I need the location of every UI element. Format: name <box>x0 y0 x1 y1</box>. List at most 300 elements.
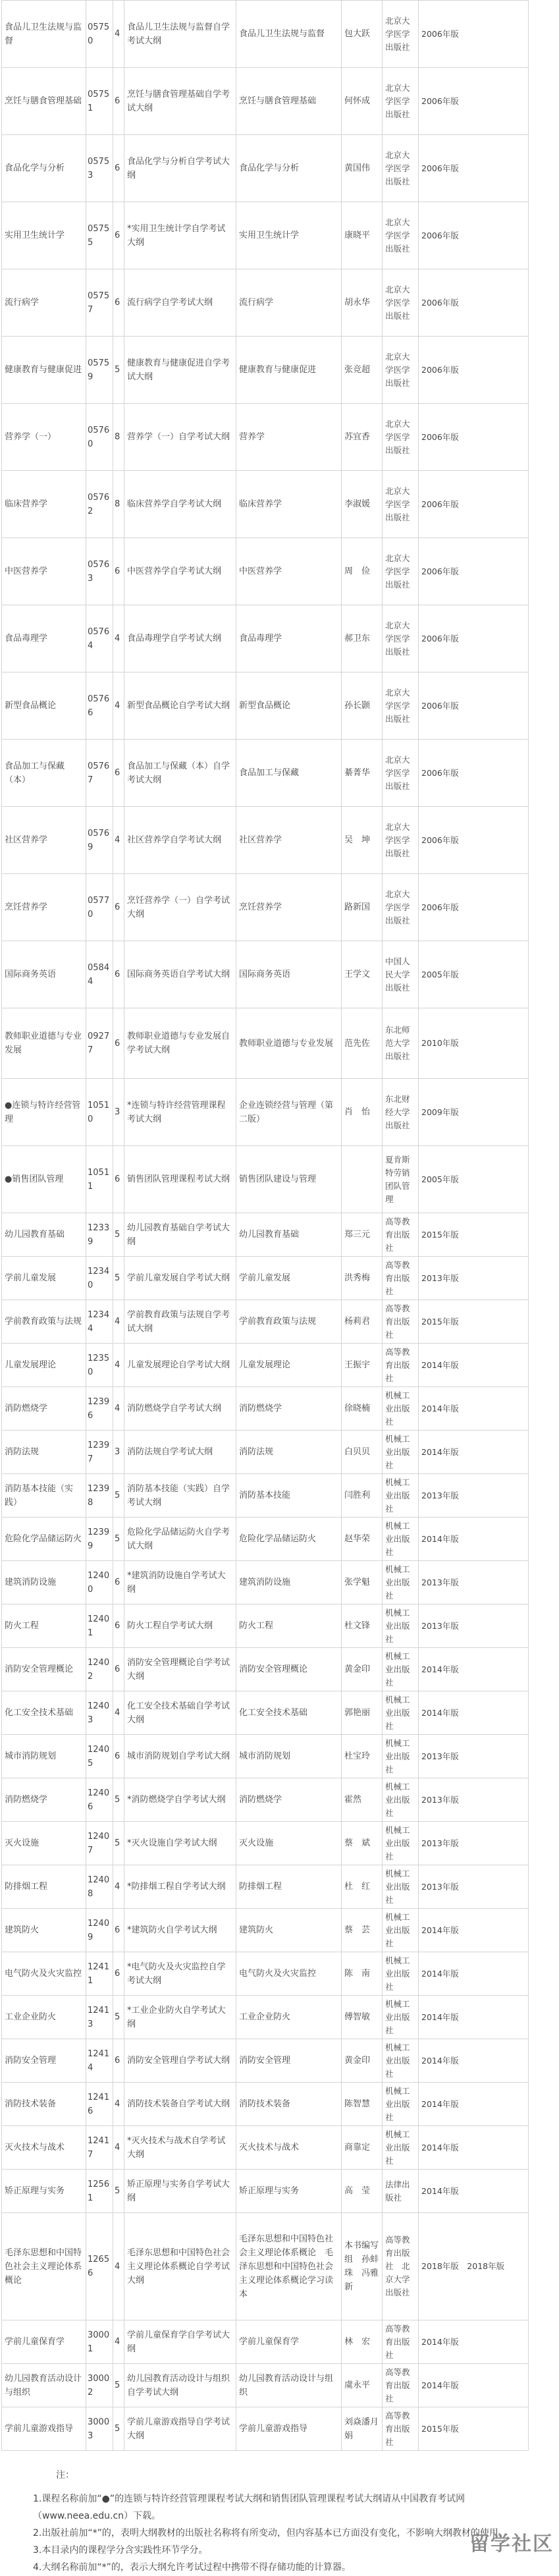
author-cell: 杜宝玲 <box>342 1735 383 1778</box>
publisher-cell: 机械工业出版社 <box>383 1996 419 2039</box>
textbook-cell: 企业连锁经营与管理（第二版） <box>236 1079 342 1146</box>
publisher-cell: 机械工业出版社 <box>383 1909 419 1952</box>
course-name-cell: 幼儿园教育基础 <box>2 1213 86 1257</box>
author-cell: 蔡 芸 <box>342 1909 383 1952</box>
publisher-cell: 机械工业出版社 <box>383 1648 419 1691</box>
publisher-cell: 机械工业出版社 <box>383 2039 419 2083</box>
notes-label: 注： <box>56 2470 74 2480</box>
course-name-cell: 建筑消防设施 <box>2 1561 86 1604</box>
author-cell <box>342 1146 383 1213</box>
publisher-cell: 北京大学医学出版社 <box>383 202 419 269</box>
edition-cell: 2006年版 <box>419 807 529 874</box>
textbook-cell: 消防燃烧学 <box>236 1778 342 1822</box>
table-row <box>2 135 529 202</box>
author-cell: 虞永平 <box>342 2364 383 2407</box>
credit-cell: 5 <box>113 1822 124 1865</box>
outline-cell: 毛泽东思想和中国特色社会主义理论体系概论自学考试大纲 <box>124 2213 236 2320</box>
course-code-cell: 05764 <box>86 605 113 672</box>
publisher-cell: 高等教育出版社 <box>383 1344 419 1387</box>
edition-cell: 2006年版 <box>419 874 529 941</box>
outline-cell: 消防安全管理自学考试大纲 <box>124 2039 236 2083</box>
publisher-cell: 北京大学医学出版社 <box>383 807 419 874</box>
edition-cell: 2006年版 <box>419 605 529 672</box>
author-cell: 赵华荣 <box>342 1518 383 1561</box>
table-row <box>2 605 529 672</box>
course-name-cell: ●销售团队管理 <box>2 1146 86 1213</box>
edition-cell: 2014年版 <box>419 1344 529 1387</box>
course-code-cell: 05757 <box>86 269 113 337</box>
credit-cell: 5 <box>113 2407 124 2451</box>
author-cell: 陈 南 <box>342 1952 383 1996</box>
publisher-cell: 中国人民大学出版社 <box>383 941 419 1008</box>
edition-cell: 2014年版 <box>419 1952 529 1996</box>
table-row <box>2 1387 529 1431</box>
course-name-cell: 矫正原理与实务 <box>2 2170 86 2213</box>
publisher-cell: 北京大学医学出版社 <box>383 1 419 68</box>
edition-cell: 2018年版 2018年版 <box>419 2213 529 2320</box>
course-code-cell: 12416 <box>86 2083 113 2126</box>
course-code-cell: 05762 <box>86 471 113 538</box>
course-code-cell: 12411 <box>86 1952 113 1996</box>
textbook-cell: 食品儿卫生法规与监督 <box>236 1 342 68</box>
author-cell: 康晓平 <box>342 202 383 269</box>
publisher-cell: 高等教育出版社 <box>383 1300 419 1344</box>
outline-cell: 消防燃烧学自学考试大纲 <box>124 1387 236 1431</box>
textbook-cell: 化工安全技术基础 <box>236 1691 342 1735</box>
table-row <box>2 1344 529 1387</box>
credit-cell: 6 <box>113 1561 124 1604</box>
author-cell: 周 俭 <box>342 538 383 605</box>
table-row <box>2 404 529 471</box>
textbook-cell: 矫正原理与实务 <box>236 2170 342 2213</box>
textbook-cell: 烹饪营养学 <box>236 874 342 941</box>
site-watermark-logo: 留学社区 <box>469 2533 554 2556</box>
publisher-cell: 北京大学医学出版社 <box>383 68 419 135</box>
course-name-cell: 健康教育与健康促进 <box>2 337 86 404</box>
table-row <box>2 874 529 941</box>
credit-cell: 5 <box>113 2170 124 2213</box>
outline-cell: 食品毒理学自学考试大纲 <box>124 605 236 672</box>
textbook-cell: 健康教育与健康促进 <box>236 337 342 404</box>
edition-cell: 2014年版 <box>419 2170 529 2213</box>
course-code-cell: 10511 <box>86 1146 113 1213</box>
credit-cell: 6 <box>113 941 124 1008</box>
author-cell: 何怀成 <box>342 68 383 135</box>
author-cell: 杜 红 <box>342 1865 383 1909</box>
credit-cell: 4 <box>113 2320 124 2364</box>
author-cell: 陈智慧 <box>342 2083 383 2126</box>
author-cell: 王振宇 <box>342 1344 383 1387</box>
publisher-cell: 法律出版社 <box>383 2170 419 2213</box>
course-code-cell: 30001 <box>86 2320 113 2364</box>
edition-cell: 2014年版 <box>419 2039 529 2083</box>
table-row <box>2 1213 529 1257</box>
textbook-cell: 教师职业道德与专业发展 <box>236 1008 342 1079</box>
table-row <box>2 1257 529 1300</box>
author-cell: 傅智敏 <box>342 1996 383 2039</box>
textbook-cell: 烹饪与膳食管理基础 <box>236 68 342 135</box>
outline-cell: 幼儿园教育活动设计与组织自学考试大纲 <box>124 2364 236 2407</box>
course-name-cell: 学前教育政策与法规 <box>2 1300 86 1344</box>
publisher-cell: 夏肯斯特劳销团队管理 <box>383 1146 419 1213</box>
credit-cell: 4 <box>113 1691 124 1735</box>
outline-cell: 危险化学品储运防火自学考试大纲 <box>124 1518 236 1561</box>
course-name-cell: 毛泽东思想和中国特色社会主义理论体系概论 <box>2 2213 86 2320</box>
note-1: 1.课程名称前加“●”的连锁与特许经营管理课程考试大纲和销售团队管理课程考试大纲请从中国教育考试网（www.neea.edu.cn）下载。 <box>33 2494 466 2521</box>
course-name-cell: ●连锁与特许经营管理 <box>2 1079 86 1146</box>
course-name-cell: 教师职业道德与专业发展 <box>2 1008 86 1079</box>
credit-cell: 4 <box>113 2126 124 2170</box>
table-row <box>2 941 529 1008</box>
publisher-cell: 机械工业出版社 <box>383 1735 419 1778</box>
outline-cell: 儿童发展理论自学考试大纲 <box>124 1344 236 1387</box>
publisher-cell: 北京大学医学出版社 <box>383 269 419 337</box>
outline-cell: 社区营养学自学考试大纲 <box>124 807 236 874</box>
course-code-cell: 05770 <box>86 874 113 941</box>
course-name-cell: 新型食品概论 <box>2 672 86 740</box>
edition-cell: 2014年版 <box>419 2320 529 2364</box>
outline-cell: 新型食品概论自学考试大纲 <box>124 672 236 740</box>
outline-cell: 学前教育政策与法规自学考试大纲 <box>124 1300 236 1344</box>
table-row <box>2 740 529 807</box>
author-cell: 白贝贝 <box>342 1431 383 1474</box>
author-cell: 霍然 <box>342 1778 383 1822</box>
credit-cell: 4 <box>113 1865 124 1909</box>
course-code-cell: 12403 <box>86 1691 113 1735</box>
outline-cell: *连锁与特许经营管理课程考试大纲 <box>124 1079 236 1146</box>
course-name-cell: 城市消防规划 <box>2 1735 86 1778</box>
author-cell: 包大跃 <box>342 1 383 68</box>
edition-cell: 2013年版 <box>419 1778 529 1822</box>
course-name-cell: 食品化学与分析 <box>2 135 86 202</box>
table-row <box>2 672 529 740</box>
textbook-cell: 学前儿童保育学 <box>236 2320 342 2364</box>
course-code-cell: 12561 <box>86 2170 113 2213</box>
credit-cell: 5 <box>113 337 124 404</box>
table-row <box>2 1146 529 1213</box>
textbook-cell: 临床营养学 <box>236 471 342 538</box>
credit-cell: 4 <box>113 672 124 740</box>
textbook-cell: 销售团队建设与管理 <box>236 1146 342 1213</box>
course-name-cell: 学前儿童游戏指导 <box>2 2407 86 2451</box>
publisher-cell: 机械工业出版社 <box>383 1691 419 1735</box>
outline-cell: 学前儿童游戏指导自学考试大纲 <box>124 2407 236 2451</box>
textbook-cell: 实用卫生统计学 <box>236 202 342 269</box>
table-row <box>2 471 529 538</box>
textbook-cell: 幼儿园教育活动设计与组织 <box>236 2364 342 2407</box>
credit-cell: 4 <box>113 2083 124 2126</box>
table-row <box>2 1778 529 1822</box>
edition-cell: 2013年版 <box>419 1257 529 1300</box>
outline-cell: 烹饪与膳食管理基础自学考试大纲 <box>124 68 236 135</box>
credit-cell: 4 <box>113 1 124 68</box>
course-code-cell: 05751 <box>86 68 113 135</box>
edition-cell: 2014年版 <box>419 1648 529 1691</box>
author-cell: 高 莹 <box>342 2170 383 2213</box>
edition-cell: 2005年版 <box>419 1146 529 1213</box>
edition-cell: 2013年版 <box>419 1561 529 1604</box>
course-code-cell: 05769 <box>86 807 113 874</box>
publisher-cell: 机械工业出版社 <box>383 1822 419 1865</box>
course-code-cell: 12399 <box>86 1518 113 1561</box>
course-code-cell: 12414 <box>86 2039 113 2083</box>
outline-cell: 流行病学自学考试大纲 <box>124 269 236 337</box>
textbook-cell: 幼儿园教育基础 <box>236 1213 342 1257</box>
table-row <box>2 2083 529 2126</box>
table-row <box>2 1431 529 1474</box>
course-code-cell: 12339 <box>86 1213 113 1257</box>
author-cell: 苏宜香 <box>342 404 383 471</box>
course-name-cell: 消防法规 <box>2 1431 86 1474</box>
publisher-cell: 东北师范大学出版社 <box>383 1008 419 1079</box>
credit-cell: 4 <box>113 1387 124 1431</box>
course-name-cell: 防火工程 <box>2 1604 86 1648</box>
course-name-cell: 灭火设施 <box>2 1822 86 1865</box>
course-code-cell: 05755 <box>86 202 113 269</box>
textbook-cell: 毛泽东思想和中国特色社会主义理论体系概论 毛泽东思想和中国特色社会主义理论体系概论学习读本 <box>236 2213 342 2320</box>
course-code-cell: 12656 <box>86 2213 113 2320</box>
course-code-cell: 05750 <box>86 1 113 68</box>
course-code-cell: 12344 <box>86 1300 113 1344</box>
author-cell: 张学魁 <box>342 1561 383 1604</box>
author-cell: 洪秀梅 <box>342 1257 383 1300</box>
textbook-cell: 社区营养学 <box>236 807 342 874</box>
course-code-cell: 10510 <box>86 1079 113 1146</box>
outline-cell: 学前儿童发展自学考试大纲 <box>124 1257 236 1300</box>
course-code-cell: 30002 <box>86 2364 113 2407</box>
author-cell: 林 宏 <box>342 2320 383 2364</box>
course-name-cell: 社区营养学 <box>2 807 86 874</box>
textbook-cell: 消防技术装备 <box>236 2083 342 2126</box>
course-code-cell: 05753 <box>86 135 113 202</box>
edition-cell: 2015年版 <box>419 1213 529 1257</box>
textbook-cell: 防排烟工程 <box>236 1865 342 1909</box>
publisher-cell: 机械工业出版社 <box>383 1474 419 1518</box>
credit-cell: 6 <box>113 269 124 337</box>
edition-cell: 2010年版 <box>419 1008 529 1079</box>
course-name-cell: 消防燃烧学 <box>2 1778 86 1822</box>
credit-cell: 4 <box>113 807 124 874</box>
credit-cell: 4 <box>113 1300 124 1344</box>
credit-cell: 6 <box>113 2039 124 2083</box>
table-row <box>2 807 529 874</box>
outline-cell: 化工安全技术基础自学考试大纲 <box>124 1691 236 1735</box>
table-row <box>2 2039 529 2083</box>
author-cell: 杜文锋 <box>342 1604 383 1648</box>
edition-cell: 2014年版 <box>419 1691 529 1735</box>
table-row <box>2 2320 529 2364</box>
course-name-cell: 实用卫生统计学 <box>2 202 86 269</box>
publisher-cell: 北京大学医学出版社 <box>383 135 419 202</box>
course-name-cell: 食品毒理学 <box>2 605 86 672</box>
table-row <box>2 1008 529 1079</box>
author-cell: 黄国伟 <box>342 135 383 202</box>
credit-cell: 6 <box>113 1008 124 1079</box>
author-cell: 黄金印 <box>342 2039 383 2083</box>
course-code-cell: 12407 <box>86 1822 113 1865</box>
outline-cell: *防排烟工程自学考试大纲 <box>124 1865 236 1909</box>
credit-cell: 6 <box>113 1909 124 1952</box>
course-code-cell: 12398 <box>86 1474 113 1518</box>
edition-cell: 2013年版 <box>419 1474 529 1518</box>
note-2: 2.出版社前加“*”的，表明大纲教材的出版社名称将有所变动，但内容基本已方面没有变化，不影响大纲教材的使用。 <box>33 2528 508 2538</box>
author-cell: 郝卫东 <box>342 605 383 672</box>
table-row <box>2 1079 529 1146</box>
outline-cell: 食品化学与分析自学考试大纲 <box>124 135 236 202</box>
outline-cell: 烹饪营养学（一）自学考试大纲 <box>124 874 236 941</box>
table-row <box>2 337 529 404</box>
textbook-cell: 食品化学与分析 <box>236 135 342 202</box>
table-row <box>2 1909 529 1952</box>
edition-cell: 2013年版 <box>419 1735 529 1778</box>
author-cell: 肖 怡 <box>342 1079 383 1146</box>
edition-cell: 2006年版 <box>419 135 529 202</box>
course-code-cell: 05763 <box>86 538 113 605</box>
textbook-cell: 儿童发展理论 <box>236 1344 342 1387</box>
outline-cell: *工业企业防火自学考试大纲 <box>124 1996 236 2039</box>
outline-cell: 临床营养学自学考试大纲 <box>124 471 236 538</box>
author-cell: 綦菁华 <box>342 740 383 807</box>
course-name-cell: 幼儿园教育活动设计与组织 <box>2 2364 86 2407</box>
table-row <box>2 2213 529 2320</box>
publisher-cell: 高等教育出版社 北京大学出版社 <box>383 2213 419 2320</box>
publisher-cell: 高等教育出版社 <box>383 2320 419 2364</box>
course-code-cell: 12402 <box>86 1648 113 1691</box>
publisher-cell: 高等教育出版社 <box>383 2364 419 2407</box>
notes-section <box>0 2467 559 2576</box>
edition-cell: 2013年版 <box>419 1822 529 1865</box>
course-name-cell: 儿童发展理论 <box>2 1344 86 1387</box>
author-cell: 黄金印 <box>342 1648 383 1691</box>
textbook-cell: 消防安全管理 <box>236 2039 342 2083</box>
credit-cell: 6 <box>113 1735 124 1778</box>
textbook-cell: 灭火技术与战术 <box>236 2126 342 2170</box>
edition-cell: 2009年版 <box>419 1079 529 1146</box>
table-row <box>2 538 529 605</box>
credit-cell: 6 <box>113 874 124 941</box>
textbook-cell: 消防燃烧学 <box>236 1387 342 1431</box>
textbook-table <box>1 0 529 2451</box>
publisher-cell: 北京大学医学出版社 <box>383 471 419 538</box>
table-row <box>2 1474 529 1518</box>
credit-cell: 6 <box>113 1604 124 1648</box>
edition-cell: 2014年版 <box>419 1996 529 2039</box>
textbook-cell: 中医营养学 <box>236 538 342 605</box>
course-code-cell: 12340 <box>86 1257 113 1300</box>
author-cell: 本书编写组 孙蚌珠 冯雅新 <box>342 2213 383 2320</box>
table-row <box>2 1561 529 1604</box>
textbook-cell: 消防安全管理概论 <box>236 1648 342 1691</box>
course-code-cell: 05767 <box>86 740 113 807</box>
course-code-cell: 12400 <box>86 1561 113 1604</box>
edition-cell: 2014年版 <box>419 1518 529 1561</box>
table-row <box>2 1 529 68</box>
outline-cell: *灭火技术与战术自学考试大纲 <box>124 2126 236 2170</box>
publisher-cell: 机械工业出版社 <box>383 2126 419 2170</box>
note-3: 3.本目录内的课程学分含实践性环节学分。 <box>33 2545 208 2556</box>
author-cell: 路新国 <box>342 874 383 941</box>
edition-cell: 2014年版 <box>419 2364 529 2407</box>
credit-cell: 4 <box>113 2213 124 2320</box>
table-row <box>2 1996 529 2039</box>
course-code-cell: 05844 <box>86 941 113 1008</box>
textbook-cell: 建筑消防设施 <box>236 1561 342 1604</box>
credit-cell: 6 <box>113 68 124 135</box>
author-cell: 王学文 <box>342 941 383 1008</box>
publisher-cell: 北京大学医学出版社 <box>383 740 419 807</box>
course-name-cell: 营养学（一） <box>2 404 86 471</box>
publisher-cell: 北京大学医学出版社 <box>383 404 419 471</box>
credit-cell: 4 <box>113 605 124 672</box>
course-name-cell: 工业企业防火 <box>2 1996 86 2039</box>
table-row <box>2 2364 529 2407</box>
credit-cell: 5 <box>113 1996 124 2039</box>
outline-cell: *建筑防火自学考试大纲 <box>124 1909 236 1952</box>
course-name-cell: 烹饪与膳食管理基础 <box>2 68 86 135</box>
publisher-cell: 机械工业出版社 <box>383 1952 419 1996</box>
course-name-cell: 危险化学品储运防火 <box>2 1518 86 1561</box>
edition-cell: 2006年版 <box>419 1 529 68</box>
course-name-cell: 灭火技术与战术 <box>2 2126 86 2170</box>
course-code-cell: 30003 <box>86 2407 113 2451</box>
textbook-cell: 学前教育政策与法规 <box>236 1300 342 1344</box>
edition-cell: 2006年版 <box>419 404 529 471</box>
course-name-cell: 学前儿童发展 <box>2 1257 86 1300</box>
edition-cell: 2006年版 <box>419 269 529 337</box>
edition-cell: 2014年版 <box>419 1387 529 1431</box>
author-cell: 郭艳丽 <box>342 1691 383 1735</box>
textbook-cell: 学前儿童发展 <box>236 1257 342 1300</box>
publisher-cell: 北京大学医学出版社 <box>383 672 419 740</box>
credit-cell: 5 <box>113 1474 124 1518</box>
publisher-cell: 北京大学医学出版社 <box>383 337 419 404</box>
table-row <box>2 1300 529 1344</box>
course-code-cell: 12397 <box>86 1431 113 1474</box>
textbook-cell: 建筑防火 <box>236 1909 342 1952</box>
course-name-cell: 国际商务英语 <box>2 941 86 1008</box>
table-row <box>2 2126 529 2170</box>
credit-cell: 6 <box>113 740 124 807</box>
publisher-cell: 机械工业出版社 <box>383 1561 419 1604</box>
course-code-cell: 09277 <box>86 1008 113 1079</box>
table-row <box>2 1952 529 1996</box>
outline-cell: 营养学（一）自学考试大纲 <box>124 404 236 471</box>
course-name-cell: 防排烟工程 <box>2 1865 86 1909</box>
textbook-cell: 电气防火及火灾监控 <box>236 1952 342 1996</box>
author-cell: 蔡 斌 <box>342 1822 383 1865</box>
course-code-cell: 12406 <box>86 1778 113 1822</box>
course-name-cell: 流行病学 <box>2 269 86 337</box>
publisher-cell: 高等教育出版社 <box>383 1257 419 1300</box>
credit-cell: 5 <box>113 1518 124 1561</box>
course-code-cell: 05766 <box>86 672 113 740</box>
table-row <box>2 68 529 135</box>
author-cell: 商靠定 <box>342 2126 383 2170</box>
edition-cell: 2005年版 <box>419 941 529 1008</box>
credit-cell: 4 <box>113 1344 124 1387</box>
course-name-cell: 烹饪营养学 <box>2 874 86 941</box>
author-cell: 李淑媛 <box>342 471 383 538</box>
outline-cell: *实用卫生统计学自学考试大纲 <box>124 202 236 269</box>
course-code-cell: 12396 <box>86 1387 113 1431</box>
course-name-cell: 消防技术装备 <box>2 2083 86 2126</box>
edition-cell: 2006年版 <box>419 337 529 404</box>
edition-cell: 2015年版 <box>419 1300 529 1344</box>
textbook-cell: 工业企业防火 <box>236 1996 342 2039</box>
publisher-cell: 北京大学医学出版社 <box>383 605 419 672</box>
table-row <box>2 2170 529 2213</box>
outline-cell: 国际商务英语自学考试大纲 <box>124 941 236 1008</box>
